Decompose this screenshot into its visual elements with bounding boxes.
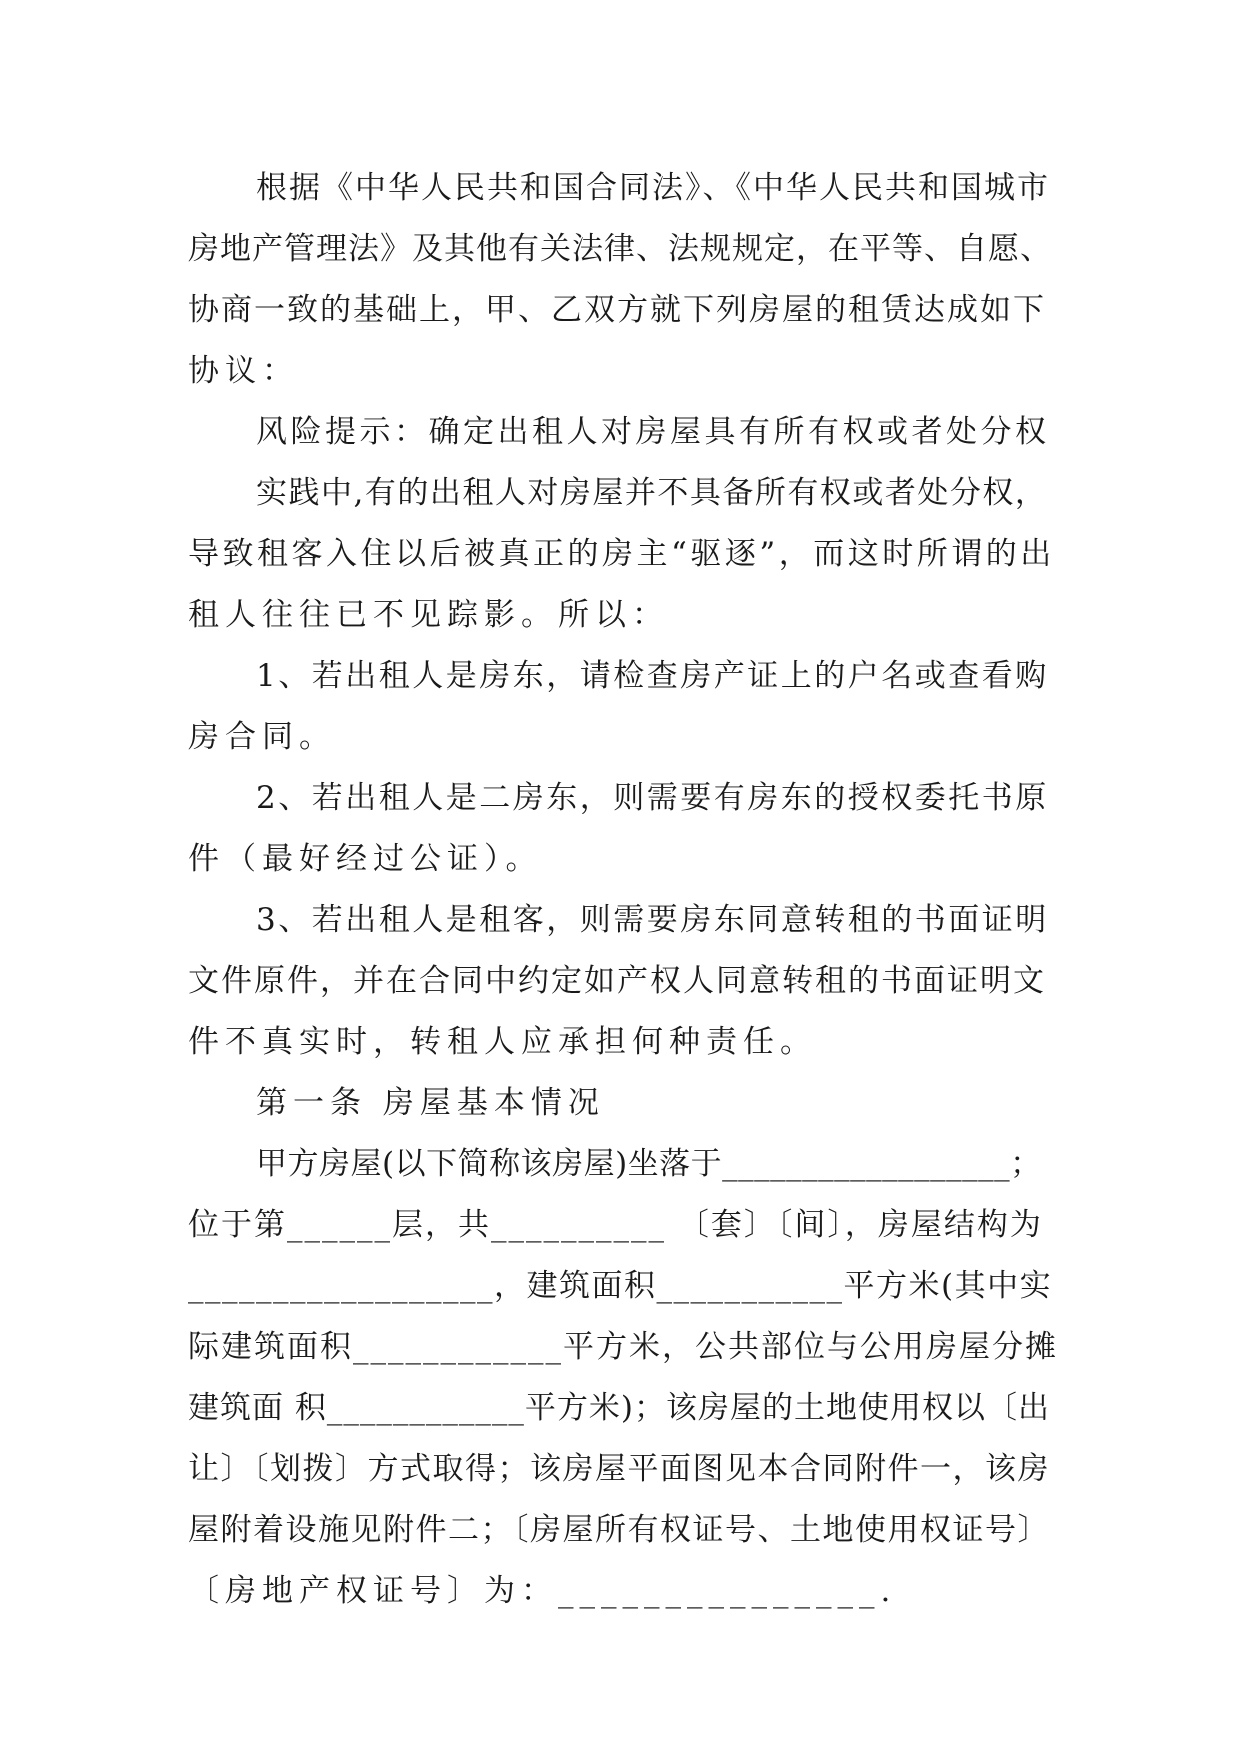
article-1-line-8: 〔房地产权证号〕为：_______________. <box>188 1573 897 1609</box>
list-item-3-line-2: 文件原件，并在合同中约定如产权人同意转租的书面证明文 <box>188 963 1046 999</box>
list-item-2-line-1: 2、若出租人是二房东，则需要有房东的授权委托书原 <box>256 780 1049 816</box>
paragraph-intro-line-4: 协议： <box>188 353 299 389</box>
paragraph-intro-line-1: 根据《中华人民共和国合同法》、《中华人民共和国城市 <box>256 170 1050 206</box>
paragraph-practice-line-2: 导致租客入住以后被真正的房主“驱逐”，而这时所谓的出 <box>188 536 1055 572</box>
article-1-heading: 第一条 房屋基本情况 <box>256 1085 605 1121</box>
list-item-1-line-2: 房合同。 <box>188 719 336 755</box>
list-item-2-line-2: 件（最好经过公证）。 <box>188 841 543 877</box>
paragraph-intro-line-3: 协商一致的基础上，甲、乙双方就下列房屋的租赁达成如下 <box>188 292 1046 328</box>
article-1-line-7: 屋附着设施见附件二；〔房屋所有权证号、土地使用权证号〕 <box>188 1512 1050 1548</box>
document-page <box>188 158 1058 1622</box>
paragraph-practice-line-3: 租人往往已不见踪影。所以： <box>188 597 669 633</box>
article-1-line-3: __________________，建筑面积___________平方米(其中实 <box>188 1268 1053 1304</box>
article-1-line-6: 让〕〔划拨〕方式取得；该房屋平面图见本合同附件一，该房 <box>188 1451 1050 1487</box>
risk-tip-heading: 风险提示：确定出租人对房屋具有所有权或者处分权 <box>256 414 1050 450</box>
list-item-3-line-3: 件不真实时，转租人应承担何种责任。 <box>188 1024 817 1060</box>
paragraph-intro-line-2: 房地产管理法》及其他有关法律、法规规定，在平等、自愿、 <box>188 231 1052 267</box>
article-1-line-4: 际建筑面积____________平方米，公共部位与公用房屋分摊 <box>188 1329 1058 1365</box>
list-item-3-line-1: 3、若出租人是租客，则需要房东同意转租的书面证明 <box>256 902 1049 938</box>
article-1-line-2: 位于第______层，共__________ 〔套〕〔间〕，房屋结构为 <box>188 1207 1043 1243</box>
article-1-line-1: 甲方房屋(以下简称该房屋)坐落于__________________； <box>256 1146 1042 1182</box>
paragraph-practice-line-1: 实践中,有的出租人对房屋并不具备所有权或者处分权， <box>256 475 1048 511</box>
list-item-1-line-1: 1、若出租人是房东，请检查房产证上的户名或查看购 <box>256 658 1049 694</box>
article-1-line-5: 建筑面 积____________平方米)；该房屋的土地使用权以〔出 <box>188 1390 1050 1426</box>
